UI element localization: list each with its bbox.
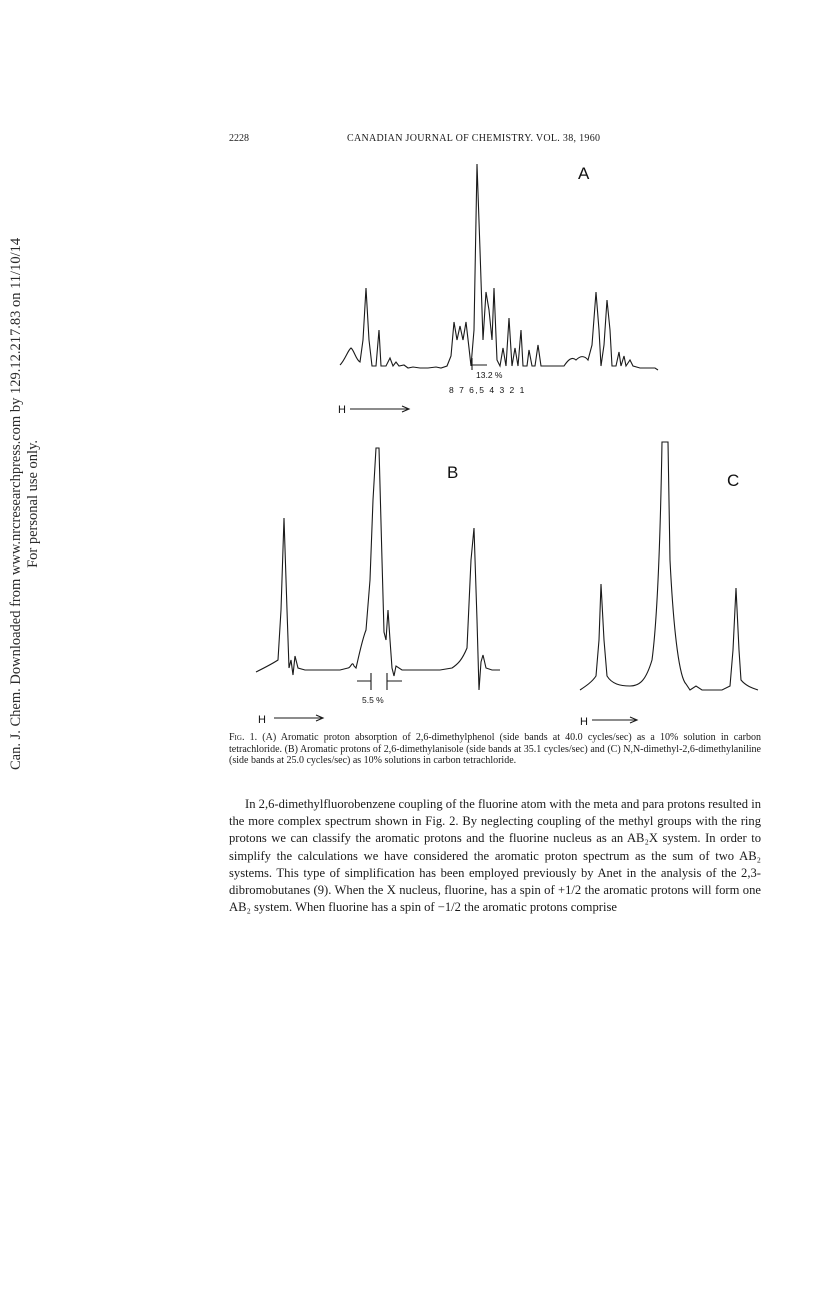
panel-b-axis-label: H xyxy=(258,714,266,726)
spectrum-panel-a xyxy=(338,164,658,416)
running-head: CANADIAN JOURNAL OF CHEMISTRY. VOL. 38, 1960 xyxy=(347,133,601,144)
panel-a-direction-arrow xyxy=(350,406,409,412)
panel-c-label: C xyxy=(727,471,740,490)
panel-c-axis-label: H xyxy=(580,716,588,728)
panel-a-peak-numbers: 8 7 6,5 4 3 2 1 xyxy=(449,385,526,395)
page-number: 2228 xyxy=(229,133,249,144)
panel-b-spacing-label: 5.5 % xyxy=(362,695,384,705)
panel-a-spacing-marker xyxy=(472,358,487,370)
spectrum-trace-a xyxy=(340,164,658,370)
body-text xyxy=(229,796,761,916)
watermark-line-2: For personal use only. xyxy=(25,439,41,568)
panel-a-spacing-label: 13.2 % xyxy=(476,370,503,380)
figure-caption xyxy=(229,732,761,767)
panel-c-direction-arrow xyxy=(592,717,637,723)
panel-a-label: A xyxy=(578,164,590,183)
panel-b-label: B xyxy=(447,463,459,482)
caption-tag: Fig. 1. xyxy=(229,732,258,743)
spectrum-panel-c xyxy=(580,442,758,728)
download-watermark xyxy=(8,237,68,1290)
spectrum-panel-b xyxy=(256,448,500,726)
panel-b-direction-arrow xyxy=(274,715,323,721)
panel-a-axis-label: H xyxy=(338,404,346,416)
panel-b-spacing-marker xyxy=(357,673,402,690)
caption-text: (A) Aromatic proton absorption of 2,6-dimethylphenol (side bands at 40.0 cycles/sec) as a 10% solution in carbon tetrachloride. (B) Aromatic protons of 2,6-dimethylanisole (side bands at 35.1 cycles/sec) and (C) N,N-dimethyl-2,6-dimethylaniline (side bands at 25.0 cycles/sec) as 10% solutions in carbon tetrachloride. xyxy=(229,732,761,766)
body-paragraph: In 2,6-dimethylfluorobenzene coupling of the fluorine atom with the meta and para protons resulted in the more complex spectrum shown in Fig. 2. By neglecting coupling of the methyl groups with the ring protons we can classify the aromatic protons and the fluorine nucleus as an AB₂X system. In order to simplify the calculations we have considered the aromatic proton spectrum as the sum of two AB₂ systems. This type of simplification has been employed previously by Anet in the analysis of the 2,3-dibromobutanes (9). When the X nucleus, fluorine, has a spin of +1/2 the aromatic protons will form one AB₂ system. When fluorine has a spin of −1/2 the aromatic protons comprise xyxy=(229,797,761,915)
watermark-line-1: Can. J. Chem. Downloaded from www.nrcresearchpress.com by 129.12.217.83 on 11/10/14 xyxy=(8,237,24,770)
spectrum-trace-b xyxy=(256,448,500,690)
